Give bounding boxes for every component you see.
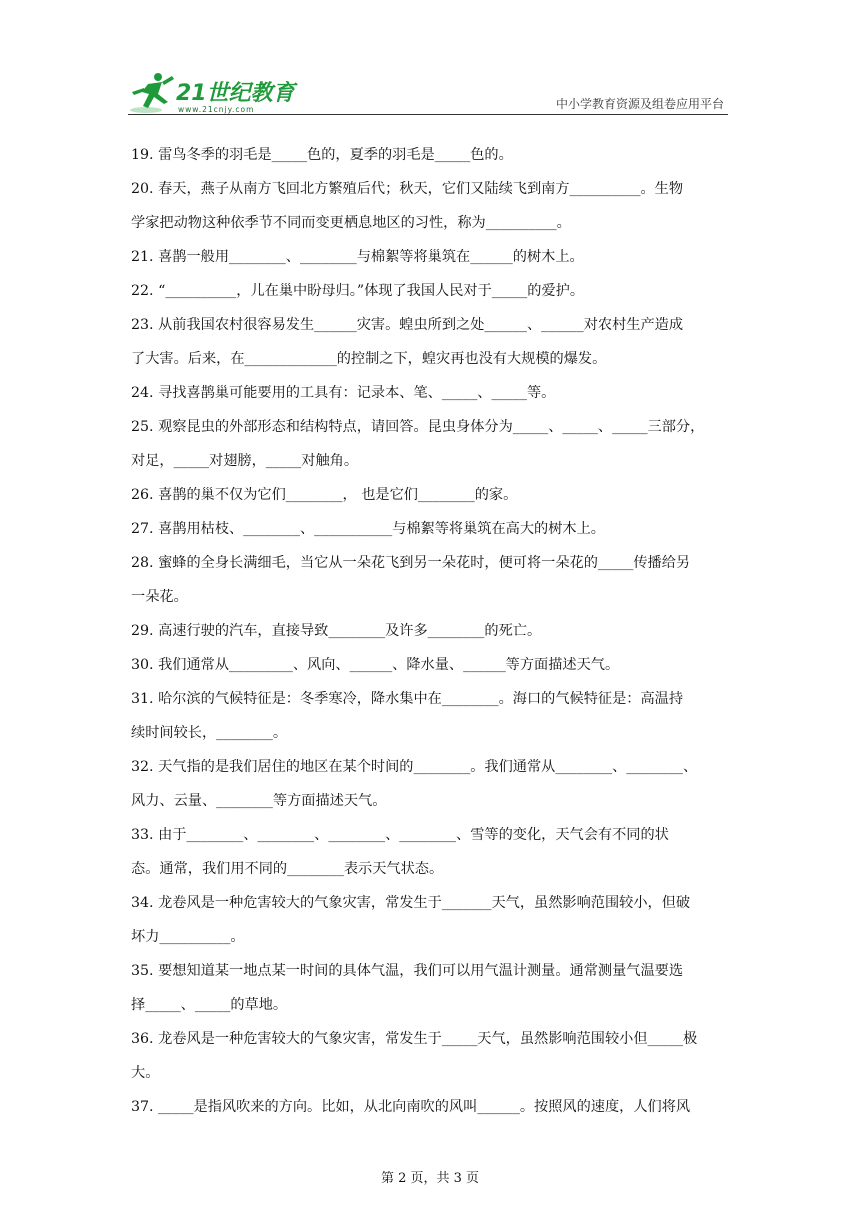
question-34-line-2: 坏力__________。	[131, 929, 245, 945]
question-22-line-1: 22. “__________，儿在巢中盼母归。”体现了我国人民对于_____的爱护。	[131, 283, 585, 299]
question-32-line-2: 风力、云量、________等方面描述天气。	[131, 793, 387, 809]
question-34-line-1: 34. 龙卷风是一种危害较大的气象灾害，常发生于_______天气，虽然影响范围较小，但破	[131, 895, 691, 911]
question-list	[131, 138, 733, 1124]
question-37-line-1: 37. _____是指风吹来的方向。比如，从北向南吹的风叫______。按照风的速度，人们将风	[131, 1099, 691, 1115]
logo-url-text: www.21cnjy.com	[178, 105, 255, 114]
question-24-line-1: 24. 寻找喜鹊巢可能要用的工具有：记录本、笔、_____、_____等。	[131, 385, 556, 401]
question-28-line-2: 一朵花。	[131, 589, 188, 605]
page-header	[128, 70, 728, 116]
question-28-line-1: 28. 蜜蜂的全身长满细毛，当它从一朵花飞到另一朵花时，便可将一朵花的_____传播给另	[131, 555, 691, 571]
question-31-line-1: 31. 哈尔滨的气候特征是：冬季寒冷，降水集中在________。海口的气候特征是：高温持	[131, 691, 684, 707]
header-divider	[128, 114, 728, 115]
question-19-line-1: 19. 雷鸟冬季的羽毛是_____色的，夏季的羽毛是_____色的。	[131, 147, 513, 163]
question-35-line-2: 择_____、_____的草地。	[131, 997, 288, 1013]
question-23-line-2: 了大害。后来，在_____________的控制之下，蝗灾再也没有大规模的爆发。	[131, 351, 607, 367]
question-25-line-1: 25. 观察昆虫的外部形态和结构特点，请回答。昆虫身体分为_____、_____、_____三部分，	[131, 419, 705, 435]
question-20-line-2: 学家把动物这种依季节不同而变更栖息地区的习性，称为__________。	[131, 215, 571, 231]
logo-text: 21世纪教育	[176, 81, 295, 106]
question-21-line-1: 21. 喜鹊一般用________、________与棉絮等将巢筑在______的树木上。	[131, 249, 584, 265]
page-footer: 第 2 页，共 3 页	[380, 1171, 480, 1186]
question-23-line-1: 23. 从前我国农村很容易发生______灾害。蝗虫所到之处______、______对农村生产造成	[131, 317, 684, 333]
question-29-line-1: 29. 高速行驶的汽车，直接导致________及许多________的死亡。	[131, 623, 542, 639]
question-27-line-1: 27. 喜鹊用枯枝、________、___________与棉絮等将巢筑在高大的树木上。	[131, 521, 605, 537]
question-32-line-1: 32. 天气指的是我们居住的地区在某个时间的________。我们通常从________、________、	[131, 759, 698, 775]
question-35-line-1: 35. 要想知道某一地点某一时间的具体气温，我们可以用气温计测量。通常测量气温要选	[131, 963, 684, 979]
question-25-line-2: 对足，_____对翅膀，_____对触角。	[131, 453, 359, 469]
question-20-line-1: 20. 春天，燕子从南方飞回北方繁殖后代；秋天，它们又陆续飞到南方__________。生物	[131, 181, 684, 197]
question-26-line-1: 26. 喜鹊的巢不仅为它们________， 也是它们________的家。	[131, 487, 518, 503]
question-36-line-2: 大。	[131, 1065, 160, 1081]
21cnjy-logo-icon	[128, 70, 298, 116]
platform-name: 中小学教育资源及组卷应用平台	[555, 97, 724, 111]
question-31-line-2: 续时间较长，________。	[131, 725, 288, 741]
question-36-line-1: 36. 龙卷风是一种危害较大的气象灾害，常发生于_____天气，虽然影响范围较小但_____极	[131, 1031, 698, 1047]
question-33-line-1: 33. 由于________、________、________、________、雪等的变化，天气会有不同的状	[131, 827, 669, 843]
question-33-line-2: 态。通常，我们用不同的________表示天气状态。	[131, 861, 444, 877]
question-30-line-1: 30. 我们通常从_________、风向、______、降水量、______等方面描述天气。	[131, 657, 620, 673]
